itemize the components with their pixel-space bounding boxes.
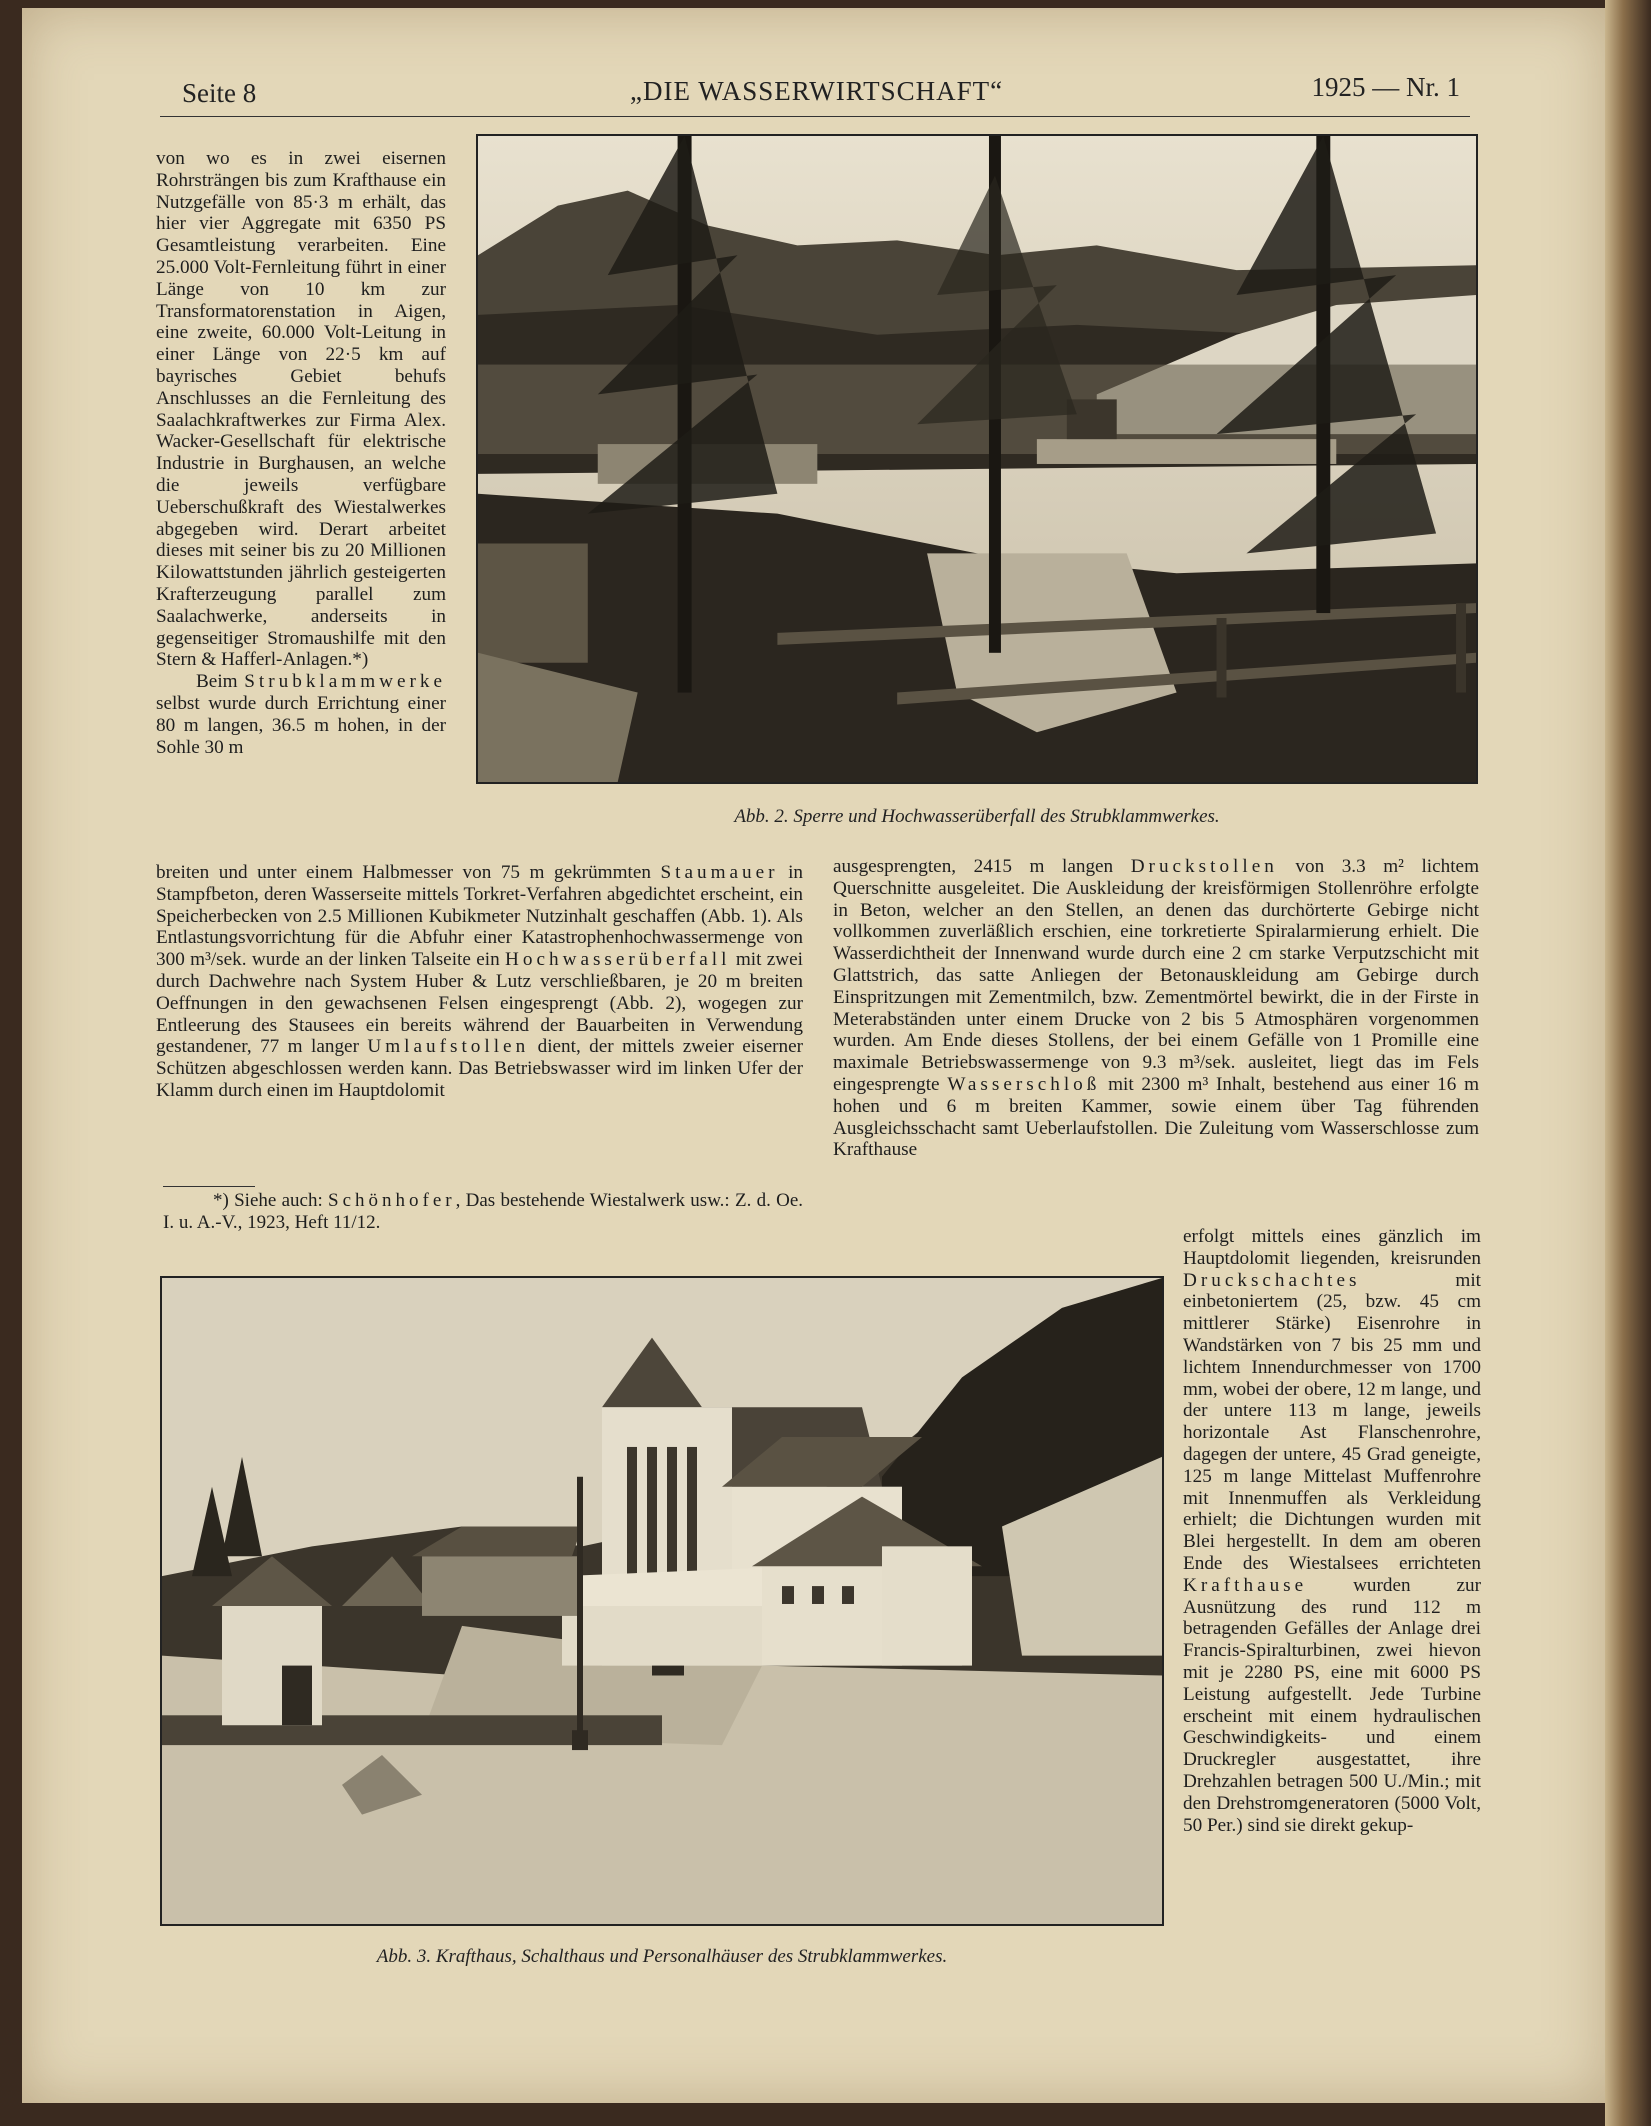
spaced-term: Hochwasserüberfall — [505, 949, 731, 971]
author-name: Schönhofer — [328, 1190, 456, 1211]
page-number: Seite 8 — [182, 78, 257, 108]
figure-2-caption: Abb. 2. Sperre und Hochwasserüberfall des Strubklammwerkes. — [734, 806, 1220, 827]
column-left-top — [156, 148, 446, 868]
journal-title: „DIE WASSERWIRTSCHAFT“ — [630, 76, 1004, 106]
footnote: *) Siehe auch: Schönhofer, Das bestehende Wiestalwerk usw.: Z. d. Oe. I. u. A.-V., 1923, Heft 11/12. — [163, 1190, 804, 1233]
photo-dam-spillway — [476, 134, 1478, 784]
paragraph: von wo es in zwei eisernen Rohrsträngen bis zum Krafthause ein Nutzgefälle von 85·3 m erhält, das hier vier Aggregate mit 6350 PS Gesamtleistung verarbeiten. Eine 25.000 Volt-Fernleitung führt in einer Länge von 10 km zur Transformatorenstation in Aigen, eine zweite, 60.000 Volt-Leitung in einer Länge von 22·5 km auf bayrisches Gebiet behufs Anschlusses an die Fernleitung des Saalachkraftwerkes zur Firma Alex. Wacker-Gesellschaft für elektrische Industrie in Burghausen, an welche die jeweils verfügbare Ueberschußkraft des Wiestalwerkes abgegeben wird. Derart arbeitet dieses mit seiner bis zu 20 Millionen Kilowattstunden jährlich gesteigerten Krafterzeugung parallel zum Saalachwerke, anderseits in gegenseitiger Stromaushilfe mit den Stern & Hafferl-Anlagen.*) — [156, 148, 446, 671]
spaced-term: Umlaufstollen — [367, 1036, 530, 1058]
page-header — [160, 72, 1470, 117]
spaced-term: Staumauer — [660, 862, 779, 883]
column-right: ausgesprengten, 2415 m langen Druckstollen von 3.3 m² lichtem Querschnitte ausgeleitet. Die Auskleidung der kreisförmigen Stollenröhre erfolgte in Beton, welcher an den Stellen, an denen das durchörterte Gebirge nicht vollkommen zuverläßlich erschien, eine torkretierte Spiralarmierung erhielt. Die Wasserdichtheit der Innenwand wurde durch eine 2 cm starke Verputzschicht mit Glattstrich, das satte Anliegen der Betonauskleidung am Gebirge durch Einspritzungen mit Zementmilch, bzw. Zementmörtel bewirkt, die in der Firste in Meterabständen unter einem Drucke von 2 bis 5 Atmosphären vorgenommen wurden. Am Ende dieses Stollens, der bei einem Gefälle von 1 Promille eine maximale Betriebswassermenge von 9.3 m³/sek. ausleitet, liegt das im Fels eingesprengte Wasserschloß mit 2300 m³ Inhalt, bestehend aus einer 16 m hohen und 6 m breiten Kammer, sowie einem über Tag führenden Ausgleichsschacht samt Ueberlaufstollen. Die Zuleitung vom Wasserschlosse zum Krafthause — [833, 856, 1479, 1161]
photo-powerhouse — [160, 1276, 1164, 1926]
issue-info: 1925 — Nr. 1 — [1311, 72, 1460, 102]
column-middle: breiten und unter einem Halbmesser von 75 m gekrümmten Staumauer in Stampfbeton, deren Wasserseite mittels Torkret-Verfahren abgedichtet erscheint, ein Speicherbecken von 2.5 Millionen Kubikmeter Nutzinhalt geschaffen (Abb. 1). Als Entlastungsvorrichtung für die Abfuhr einer Katastrophenhochwassermenge von 300 m³/sek. wurde an der linken Talseite ein Hochwasserüberfall mit zwei durch Dachwehre nach System Huber & Lutz verschließbaren, je 20 m breiten Oeffnungen in den gewachsenen Felsen eingesprengt (Abb. 2), wogegen zur Entleerung des Stausees ein bereits während der Bauarbeiten in Verwendung gestandener, 77 m langer Umlaufstollen dient, der mittels zweier eiserner Schützen abgeschlossen werden kann. Das Betriebswasser wird im linken Ufer der Klamm durch einen im Hauptdolomit — [156, 862, 803, 1101]
spaced-term: Strubklammwerke — [244, 671, 446, 693]
spaced-term: Druckstollen — [1130, 856, 1278, 877]
dam-photo-illustration — [478, 136, 1476, 782]
spaced-term: Wasserschloß — [947, 1073, 1101, 1095]
paragraph: Beim Strubklammwerke selbst wurde durch Errichtung einer 80 m langen, 36.5 m hohen, in der Sohle 30 m — [156, 671, 446, 758]
figure-3-caption: Abb. 3. Krafthaus, Schalthaus und Personalhäuser des Strubklammwerkes. — [376, 1946, 948, 1967]
spaced-term: Druckschachtes — [1183, 1269, 1361, 1291]
footnote-rule — [163, 1186, 255, 1187]
powerhouse-photo-illustration — [162, 1278, 1162, 1924]
column-narrow-right: erfolgt mittels eines gänzlich im Hauptdolomit liegenden, kreisrunden Druckschachtes mit einbetoniertem (25, bzw. 45 cm mittlerer Stärke) Eisenrohre in Wandstärken von 7 bis 25 mm und lichtem Innendurchmesser von 1700 mm, wobei der obere, 12 m lange, und der untere 113 m lange, jeweils horizontale Ast Flanschenrohre, dagegen der untere, 45 Grad geneigte, 125 m lange Mittelast Muffenrohre mit Innenmuffen als Verkleidung erhielt; die Dichtungen wurden mit Blei hergestellt. In dem am oberen Ende des Wiestalsees errichteten Krafthause wurden zur Ausnützung des rund 112 m betragenden Gefälles der Anlage drei Francis-Spiralturbinen, zwei hievon mit je 2280 PS, eine mit 6000 PS Leistung aufgestellt. Jede Turbine erscheint mit einem hydraulischen Geschwindigkeits- und einem Druckregler ausgestattet, ihre Drehzahlen betragen 500 U./Min.; mit den Drehstromgeneratoren (5000 Volt, 50 Per.) sind sie direkt gekup- — [1183, 1226, 1481, 1836]
spaced-term: Krafthause — [1183, 1574, 1308, 1596]
book-spine — [1605, 0, 1651, 2126]
